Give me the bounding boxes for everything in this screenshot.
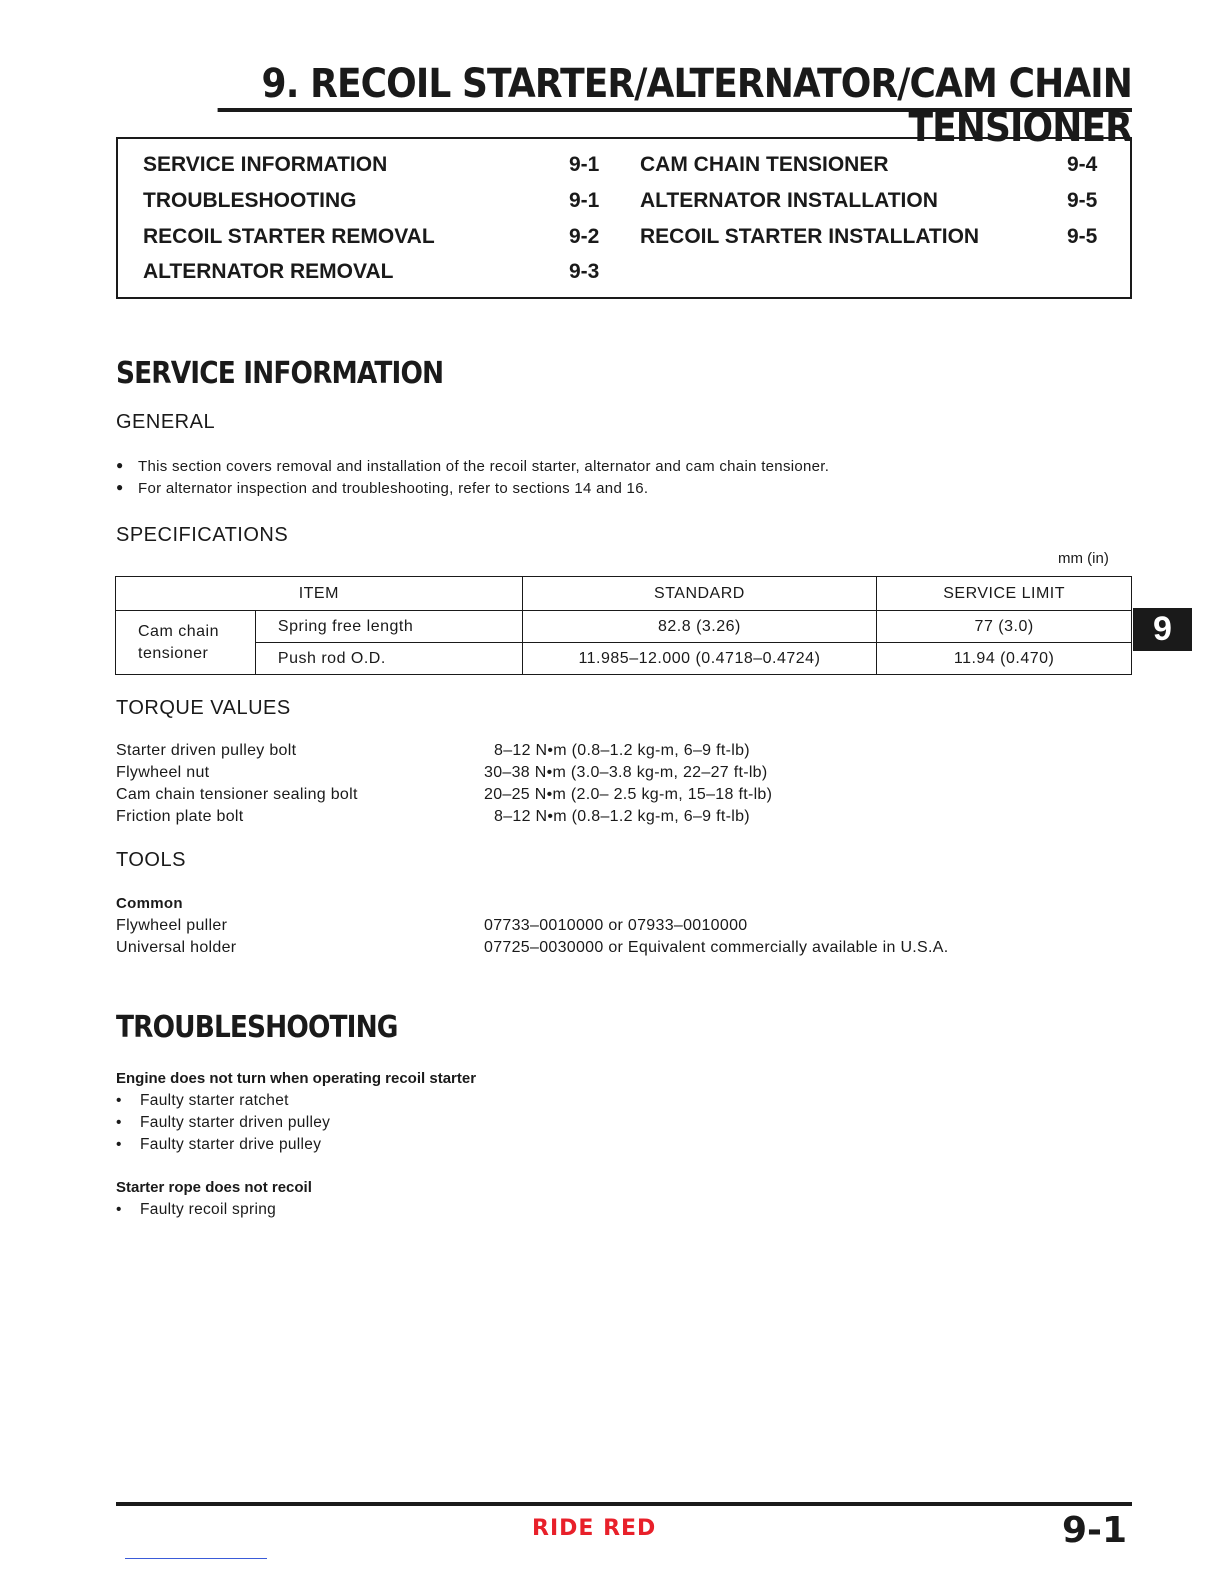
toc-label: RECOIL STARTER REMOVAL xyxy=(143,225,435,248)
cause-item: • Faulty starter ratchet xyxy=(116,1092,330,1114)
table-row xyxy=(116,611,1132,643)
tool-items xyxy=(116,895,236,961)
torque-values-heading: TORQUE VALUES xyxy=(116,697,291,719)
symptom-causes xyxy=(116,1092,330,1158)
symptom-title: Engine does not turn when operating recoil starter xyxy=(116,1070,477,1087)
item-cell: Spring free length xyxy=(255,611,522,643)
limit-cell: 11.94 (0.470) xyxy=(877,643,1132,675)
header-service-limit: SERVICE LIMIT xyxy=(877,577,1132,611)
table-row xyxy=(116,643,1132,675)
symptom-title: Starter rope does not recoil xyxy=(116,1179,312,1196)
tools-heading: TOOLS xyxy=(116,849,186,871)
item-cell: Push rod O.D. xyxy=(255,643,522,675)
torque-value: 20–25 N•m (2.0– 2.5 kg-m, 15–18 ft-lb) xyxy=(484,786,773,803)
torque-value: 8–12 N•m (0.8–1.2 kg-m, 6–9 ft-lb) xyxy=(494,742,750,759)
toc-page: 9-3 xyxy=(569,260,600,283)
toc-page: 9-4 xyxy=(1067,153,1098,176)
symptom-causes xyxy=(116,1201,276,1223)
table-header-row xyxy=(116,577,1132,611)
tool-item: Universal holder xyxy=(116,939,237,956)
footer-link-underline xyxy=(125,1558,267,1559)
specifications-table xyxy=(115,576,1132,675)
torque-item: Flywheel nut xyxy=(116,764,210,781)
torque-item: Cam chain tensioner sealing bolt xyxy=(116,786,358,803)
toc-page: 9-1 xyxy=(569,189,600,212)
page-title: 9. RECOIL STARTER/ALTERNATOR/CAM CHAIN TENSIONER xyxy=(218,62,1132,112)
tool-value: 07733–0010000 or 07933–0010000 xyxy=(484,917,748,934)
tool-value: 07725–0030000 or Equivalent commercially available in U.S.A. xyxy=(484,939,949,956)
general-bullets xyxy=(116,458,829,502)
footer-brand: RIDE RED xyxy=(532,1516,657,1541)
torque-item: Starter driven pulley bolt xyxy=(116,742,297,759)
limit-cell: 77 (3.0) xyxy=(877,611,1132,643)
header-standard: STANDARD xyxy=(522,577,877,611)
cause-item: • Faulty recoil spring xyxy=(116,1201,276,1223)
toc-label: CAM CHAIN TENSIONER xyxy=(640,153,889,176)
footer-page-number: 9-1 xyxy=(1062,1510,1128,1551)
tool-values xyxy=(484,917,948,961)
toc-page: 9-1 xyxy=(569,153,600,176)
torque-item: Friction plate bolt xyxy=(116,808,244,825)
footer-divider xyxy=(116,1502,1132,1506)
standard-cell: 82.8 (3.26) xyxy=(522,611,877,643)
table-of-contents xyxy=(116,137,1132,299)
torque-value: 30–38 N•m (3.0–3.8 kg-m, 22–27 ft-lb) xyxy=(484,764,768,781)
cause-item: • Faulty starter driven pulley xyxy=(116,1114,330,1136)
group-cell: Cam chain tensioner xyxy=(116,611,256,675)
troubleshooting-heading: TROUBLESHOOTING xyxy=(116,1010,398,1045)
torque-value: 8–12 N•m (0.8–1.2 kg-m, 6–9 ft-lb) xyxy=(494,808,750,825)
toc-label: RECOIL STARTER INSTALLATION xyxy=(640,225,980,248)
tools-common-label: Common xyxy=(116,895,183,912)
service-information-heading: SERVICE INFORMATION xyxy=(116,356,444,391)
tool-item: Flywheel puller xyxy=(116,917,228,934)
torque-values xyxy=(484,742,772,830)
toc-label: TROUBLESHOOTING xyxy=(143,189,357,212)
toc-label: ALTERNATOR INSTALLATION xyxy=(640,189,938,212)
specifications-heading: SPECIFICATIONS xyxy=(116,524,289,546)
header-item: ITEM xyxy=(116,577,523,611)
standard-cell: 11.985–12.000 (0.4718–0.4724) xyxy=(522,643,877,675)
spec-unit: mm (in) xyxy=(1058,550,1109,567)
torque-items xyxy=(116,742,358,830)
toc-label: SERVICE INFORMATION xyxy=(143,153,388,176)
cause-item: • Faulty starter drive pulley xyxy=(116,1136,330,1158)
section-tab[interactable]: 9 xyxy=(1133,608,1192,651)
toc-page: 9-5 xyxy=(1067,225,1098,248)
toc-page: 9-2 xyxy=(569,225,600,248)
general-heading: GENERAL xyxy=(116,411,216,433)
bullet-item: ● This section covers removal and installation of the recoil starter, alternator and cam chain tensioner. xyxy=(116,458,829,480)
toc-label: ALTERNATOR REMOVAL xyxy=(143,260,394,283)
toc-page: 9-5 xyxy=(1067,189,1098,212)
bullet-item: ● For alternator inspection and troubleshooting, refer to sections 14 and 16. xyxy=(116,480,829,502)
